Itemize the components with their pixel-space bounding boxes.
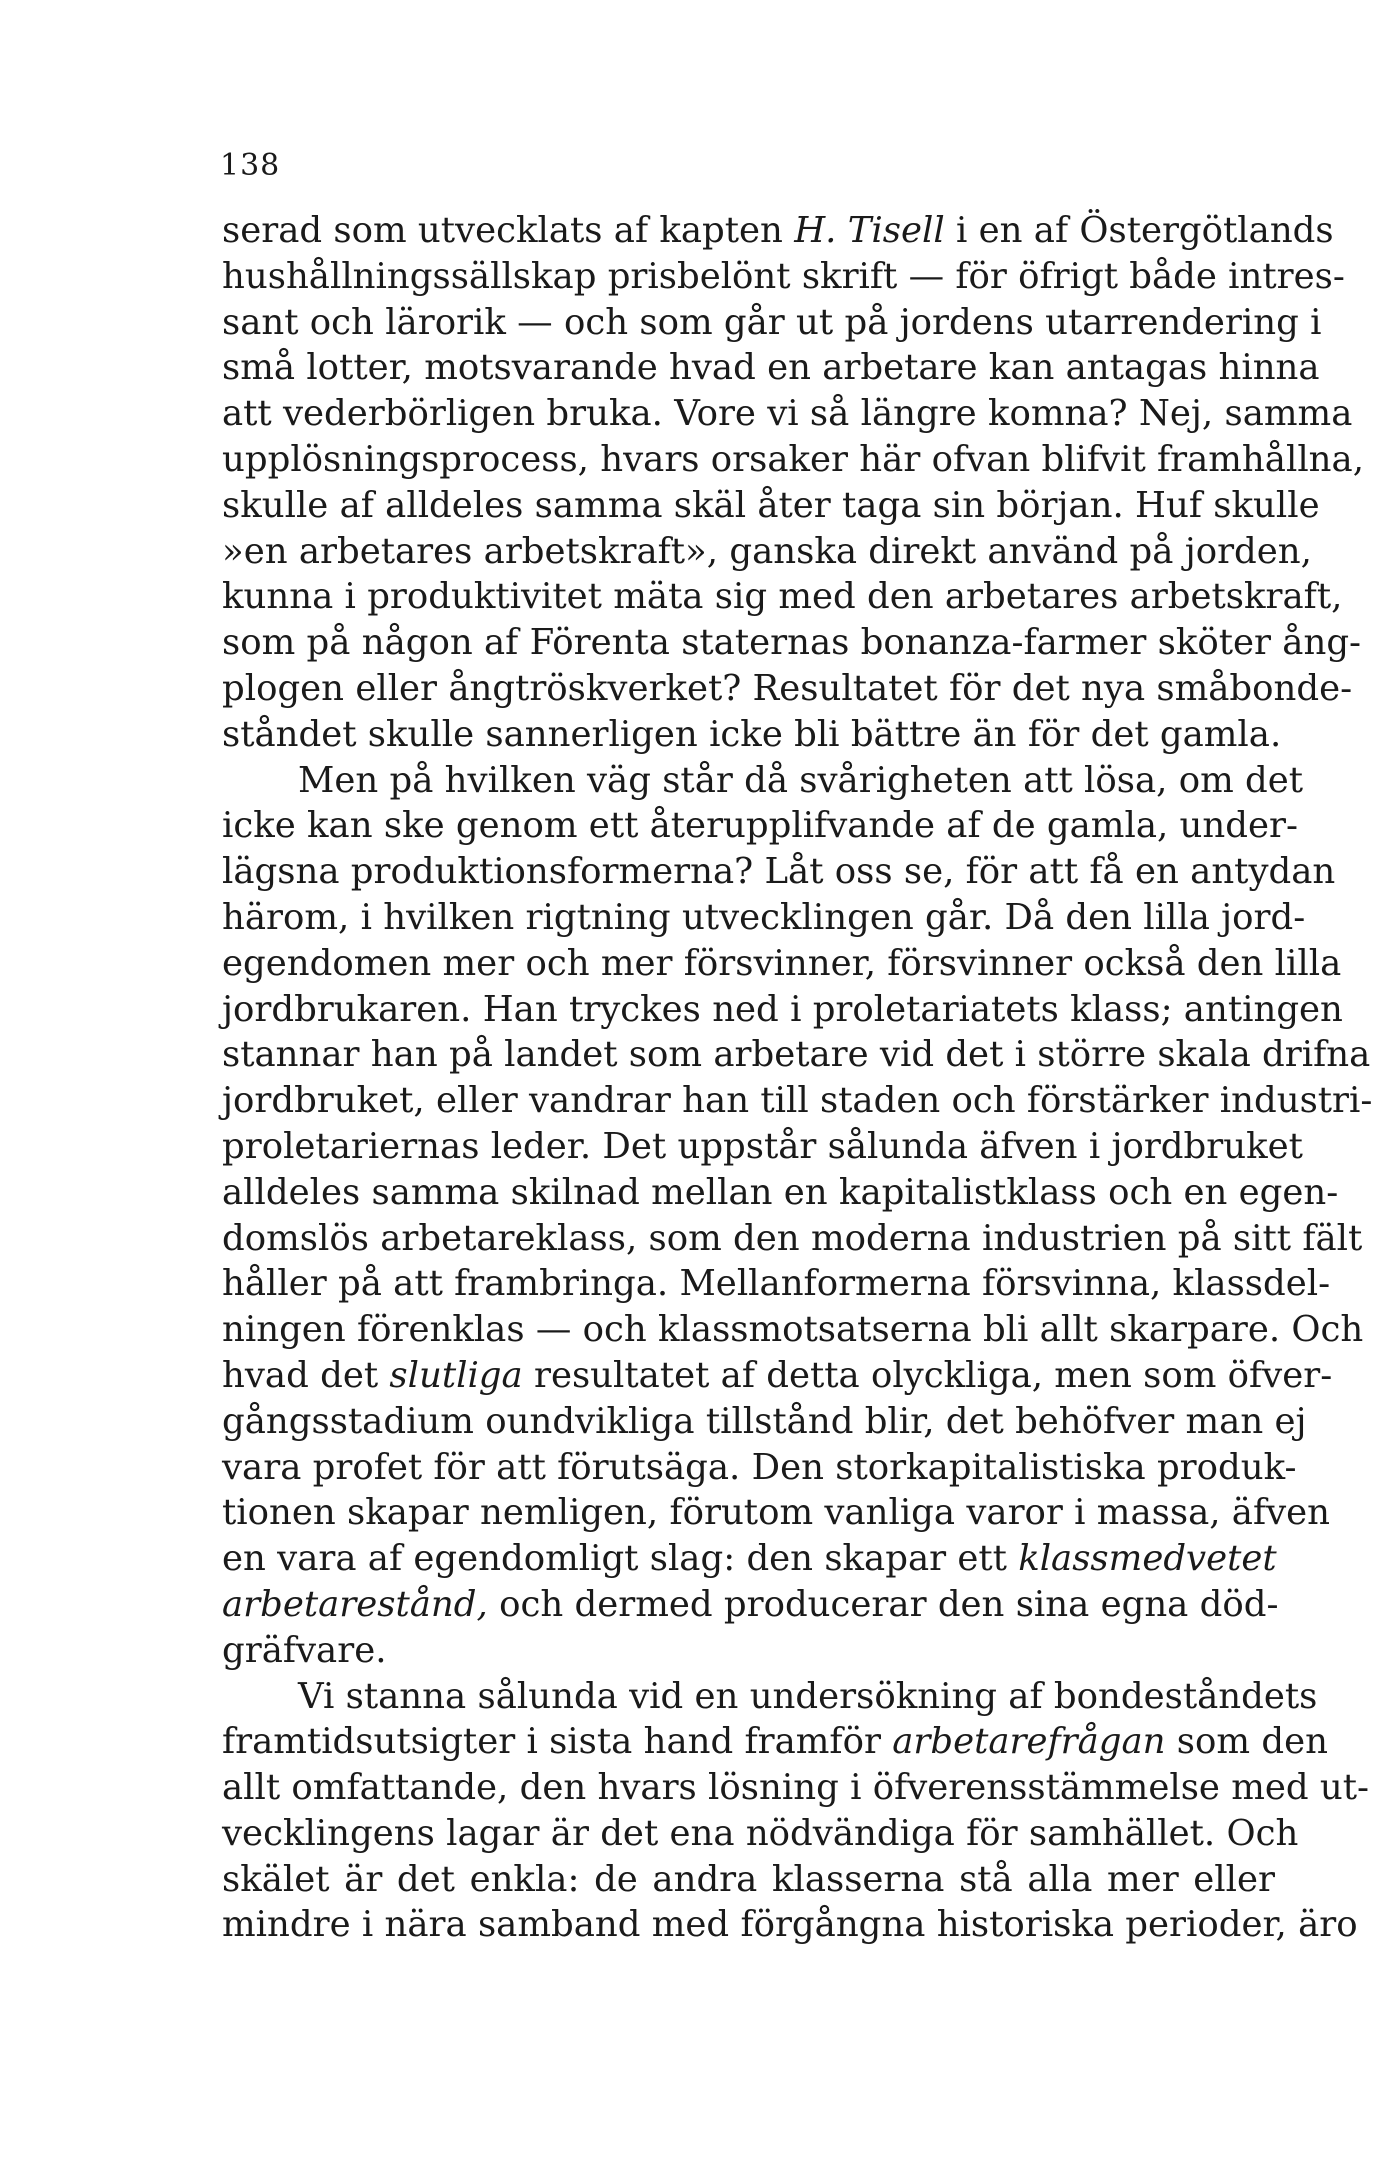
text-line — [222, 987, 1343, 1033]
text-run: alldeles samma skilnad mellan en kapitalistklass och en egen- — [222, 1171, 1339, 1213]
text-line — [222, 1261, 1331, 1307]
text-line — [222, 1445, 1297, 1491]
text-run: ningen förenklas — och klassmotsatserna bli allt skarpare. Och — [222, 1309, 1364, 1351]
text-line — [222, 1490, 1331, 1536]
text-line — [222, 666, 1353, 712]
text-run: sant och lärorik — och som går ut på jordens utarrendering i — [222, 301, 1322, 343]
text-line — [222, 1124, 1303, 1170]
text-run: stannar han på landet som arbetare vid det i större skala drifna — [222, 1034, 1371, 1076]
text-line — [222, 620, 1362, 666]
text-run: Vi stanna sålunda vid en undersökning af bondeståndets — [298, 1675, 1318, 1717]
text-line — [222, 803, 1298, 849]
text-run: att vederbörligen bruka. Vore vi så längre komna? Nej, samma — [222, 393, 1353, 435]
text-run: gräfvare. — [222, 1629, 387, 1671]
text-run: framtidsutsigter i sista hand framför — [222, 1721, 893, 1763]
text-run: allt omfattande, den hvars lösning i öfverensstämmelse med ut- — [222, 1767, 1370, 1809]
text-run: resultatet af detta olyckliga, men som öfver- — [522, 1354, 1333, 1396]
text-line — [222, 895, 1306, 941]
text-run: tionen skapar nemligen, förutom vanliga varor i massa, äfven — [222, 1492, 1331, 1534]
text-run: som på någon af Förenta staternas bonanza-farmer sköter ång- — [222, 622, 1362, 664]
text-run: domslös arbetareklass, som den moderna industrien på sitt fält — [222, 1217, 1363, 1259]
text-line — [222, 1353, 1333, 1399]
text-line — [222, 758, 1304, 804]
text-run: vecklingens lagar är det ena nödvändiga för samhället. Och — [222, 1812, 1299, 1854]
text-run: plogen eller ångtröskverket? Resultatet för det nya småbonde- — [222, 667, 1353, 709]
text-line — [222, 1674, 1318, 1720]
text-run: jordbrukaren. Han tryckes ned i proletariatets klass; antingen — [222, 988, 1343, 1030]
text-run: upplösningsprocess, hvars orsaker här ofvan blifvit framhållna, — [222, 438, 1364, 480]
text-run: i en af Östergötlands — [944, 210, 1334, 251]
text-line — [222, 1536, 1275, 1582]
text-line — [222, 1719, 1328, 1765]
italic-text: arbetarestånd, — [222, 1583, 488, 1625]
body-text — [222, 208, 1373, 1948]
text-line — [222, 1628, 1275, 1674]
text-line — [222, 574, 1343, 620]
text-line — [222, 345, 1320, 391]
italic-text: slutliga — [389, 1354, 523, 1396]
text-run: som den — [1165, 1721, 1328, 1763]
text-line — [222, 254, 1345, 300]
text-line — [222, 1811, 1299, 1857]
italic-text: klassmedvetet — [1018, 1538, 1277, 1580]
text-run: skälet är det enkla: de andra klasserna stå alla mer eller — [222, 1858, 1275, 1900]
text-line — [222, 849, 1336, 895]
text-run: ståndet skulle sannerligen icke bli bättre än för det gamla. — [222, 713, 1282, 755]
text-line — [222, 712, 1282, 758]
page-number: 138 — [220, 148, 281, 183]
text-run: en vara af egendomligt slag: den skapar ett — [222, 1538, 1019, 1580]
text-run: »en arbetares arbetskraft», ganska direkt använd på jorden, — [222, 530, 1312, 572]
text-run: mindre i nära samband med förgångna historiska perioder, äro — [222, 1904, 1358, 1946]
italic-text: H. Tisell — [794, 210, 945, 251]
text-run: Men på hvilken väg står då svårigheten att lösa, om det — [298, 759, 1304, 801]
italic-text: arbetarefrågan — [892, 1721, 1166, 1763]
text-run: hushållningssällskap prisbelönt skrift — för öfrigt både intres- — [222, 255, 1345, 297]
text-run: vara profet för att förutsäga. Den storkapitalistiska produk- — [222, 1446, 1297, 1488]
text-line — [222, 1170, 1339, 1216]
text-run: håller på att frambringa. Mellanformerna försvinna, klassdel- — [222, 1263, 1331, 1305]
text-run: lägsna produktionsformerna? Låt oss se, för att få en antydan — [222, 851, 1336, 893]
text-line — [222, 391, 1353, 437]
text-line — [222, 1765, 1370, 1811]
text-line — [222, 1902, 1358, 1948]
text-run: och dermed producerar den sina egna död- — [487, 1583, 1279, 1625]
text-line — [222, 1582, 1279, 1628]
text-run: små lotter, motsvarande hvad en arbetare kan antagas hinna — [222, 347, 1320, 389]
text-line — [222, 1857, 1275, 1903]
text-line — [222, 1216, 1363, 1262]
text-line — [222, 300, 1322, 346]
text-run: härom, i hvilken rigtning utvecklingen går. Då den lilla jord- — [222, 896, 1306, 938]
text-run: serad som utvecklats af kapten — [222, 210, 795, 251]
text-line — [222, 1399, 1307, 1445]
text-run: gångsstadium oundvikliga tillstånd blir, det behöfver man ej — [222, 1400, 1307, 1442]
text-line — [222, 483, 1320, 529]
text-run: jordbruket, eller vandrar han till staden och förstärker industri- — [222, 1080, 1373, 1122]
text-line — [222, 1032, 1371, 1078]
text-run: hvad det — [222, 1354, 390, 1396]
text-line — [222, 1078, 1373, 1124]
text-run: kunna i produktivitet mäta sig med den arbetares arbetskraft, — [222, 576, 1343, 618]
text-run: icke kan ske genom ett återupplifvande af de gamla, under- — [222, 805, 1298, 847]
text-line — [222, 1307, 1364, 1353]
text-line — [222, 208, 1334, 254]
text-line — [222, 437, 1364, 483]
text-line — [222, 941, 1342, 987]
text-run: proletariernas leder. Det uppstår sålunda äfven i jordbruket — [222, 1125, 1303, 1167]
text-run: skulle af alldeles samma skäl åter taga sin början. Huf skulle — [222, 484, 1320, 526]
text-line — [222, 529, 1312, 575]
text-run: egendomen mer och mer försvinner, försvinner också den lilla — [222, 942, 1342, 984]
